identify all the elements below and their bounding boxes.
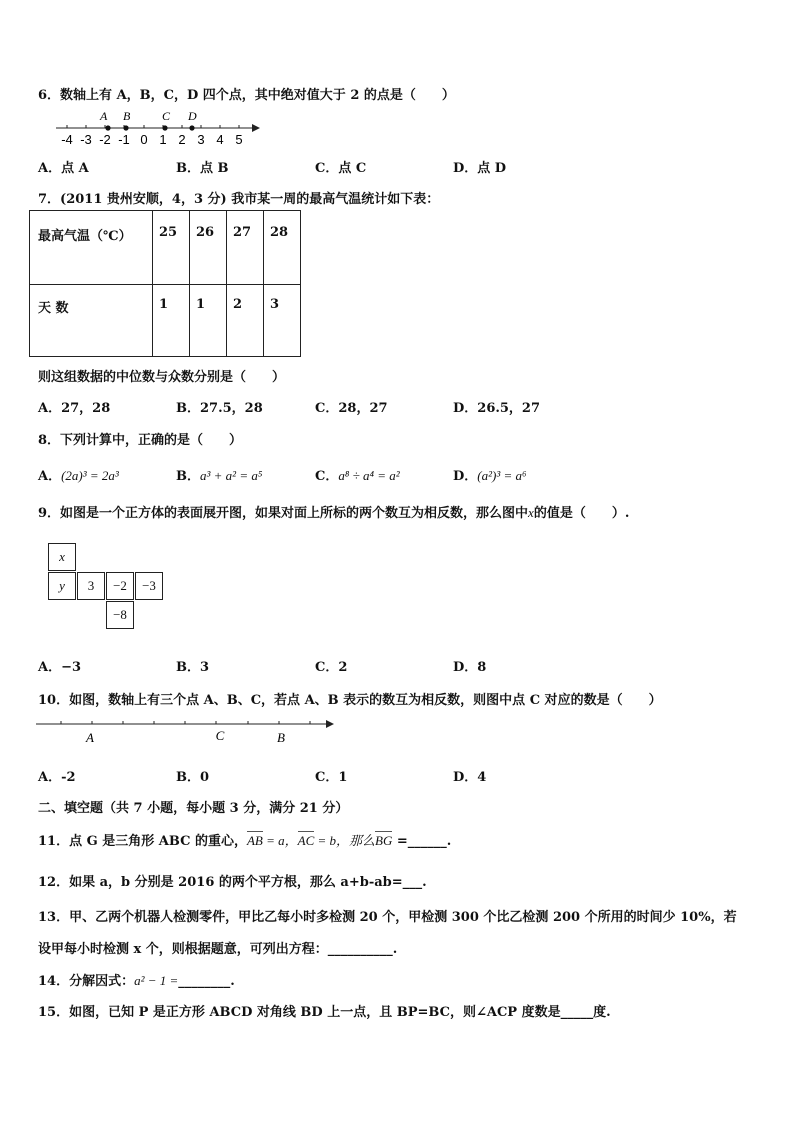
tick-label: 1	[159, 132, 167, 147]
q7-option-a: A．27，28	[38, 401, 111, 416]
q7-text: 7．(2011 贵州安顺，4，3 分) 我市某一周的最高气温统计如下表：	[38, 192, 440, 207]
cube-face: 3	[77, 572, 105, 600]
tick-label: -3	[80, 132, 92, 147]
q9-option-d: D．8	[453, 660, 487, 675]
option-letter: B．	[176, 469, 200, 484]
temperature-table	[29, 210, 301, 357]
option-letter: C．	[315, 469, 339, 484]
q13-line1: 13．甲、乙两个机器人检测零件，甲比乙每小时多检测 20 个，甲检测 300 个比乙检测 200 个所用的时间少 10%，若	[38, 910, 737, 925]
q6-option-b: B．点 B	[176, 161, 229, 176]
tick-label: 3	[197, 132, 205, 147]
table-cell: 2	[227, 285, 264, 357]
tick-label: -4	[61, 132, 73, 147]
q12-text: 12．如果 a，b 分别是 2016 的两个平方根，那么 a+b-ab=___.	[38, 875, 427, 890]
q8-option-a	[38, 465, 119, 484]
cube-face: −3	[135, 572, 163, 600]
table-row2-label: 天 数	[30, 285, 153, 357]
table-row1-label: 最高气温（℃）	[30, 211, 153, 285]
q8-option-c	[315, 465, 400, 484]
q8-option-b	[176, 465, 262, 484]
q10-option-d: D．4	[453, 770, 487, 785]
q9-option-a: A．−3	[38, 660, 82, 675]
table-cell: 3	[264, 285, 301, 357]
point-c-dot	[162, 125, 167, 130]
q14-expr: a² − 1 =	[134, 973, 179, 988]
q10-option-c: C．1	[315, 770, 348, 785]
tick-label: 2	[178, 132, 186, 147]
q11-eq1: = a，	[262, 833, 298, 848]
q7-question: 则这组数据的中位数与众数分别是（ ）	[38, 370, 286, 385]
q15-text: 15．如图，已知 P 是正方形 ABCD 对角线 BD 上一点，且 BP=BC，则∠ACP 度数是_____度.	[38, 1005, 611, 1020]
tick-label: -2	[99, 132, 111, 147]
point-a-label: A	[100, 109, 108, 123]
q6-option-d: D．点 D	[453, 161, 507, 176]
q14-text	[38, 970, 235, 989]
point-b-label: B	[277, 730, 285, 745]
q7-option-b: B．27.5，28	[176, 401, 263, 416]
q9-option-b: B．3	[176, 660, 210, 675]
q10-text: 10．如图，数轴上有三个点 A、B、C，若点 A、B 表示的数互为相反数，则图中点 C 对应的数是（ ）	[38, 693, 662, 708]
q11-suffix: =______.	[392, 834, 452, 849]
point-a-label: A	[86, 730, 94, 745]
q11-text	[38, 830, 451, 849]
tick-label: 4	[216, 132, 224, 147]
table-cell: 1	[190, 285, 227, 357]
point-d-label: D	[188, 109, 197, 123]
option-expr: a⁸ ÷ a⁴ = a²	[338, 468, 400, 483]
q8-option-d	[453, 465, 527, 484]
q9-option-c: C．2	[315, 660, 348, 675]
cube-face: −2	[106, 572, 134, 600]
option-expr: a³ + a² = a⁵	[200, 468, 263, 483]
option-letter: D．	[453, 469, 478, 484]
q6-option-a: A．点 A	[38, 161, 89, 176]
q10-option-b: B．0	[176, 770, 210, 785]
point-b-label: B	[123, 109, 131, 123]
tick-label: 0	[140, 132, 148, 147]
point-a-dot	[105, 125, 110, 130]
q6-option-c: C．点 C	[315, 161, 367, 176]
vector-ab: AB	[246, 833, 263, 848]
vector-bg: BG	[375, 833, 393, 848]
q14-prefix: 14．分解因式：	[38, 974, 135, 989]
q6-number-line	[52, 106, 262, 148]
tick-label: -1	[118, 132, 130, 147]
q9-var: x	[528, 505, 534, 520]
tick-label: 5	[235, 132, 243, 147]
q9-text-before: 9．如图是一个正方体的表面展开图，如果对面上所标的两个数互为相反数，那么图中	[38, 506, 529, 521]
q13-line2: 设甲每小时检测 x 个，则根据题意，可列出方程：__________.	[38, 942, 398, 957]
q6-text: 6．数轴上有 A，B，C，D 四个点，其中绝对值大于 2 的点是（ ）	[38, 88, 455, 103]
q11-prefix: 11．点 G 是三角形 ABC 的重心，	[38, 834, 247, 849]
point-c-label: C	[162, 109, 171, 123]
q9-text-after: 的值是（ ）.	[533, 506, 630, 521]
q14-suffix: ________.	[178, 974, 235, 989]
section-heading: 二、填空题（共 7 小题，每小题 3 分，满分 21 分）	[38, 801, 349, 816]
table-cell: 28	[264, 211, 301, 285]
q7-option-c: C．28，27	[315, 401, 388, 416]
vector-ac: AC	[297, 833, 315, 848]
q10-number-line	[36, 714, 336, 748]
cube-face: −8	[106, 601, 134, 629]
point-d-dot	[189, 125, 194, 130]
q8-text: 8．下列计算中，正确的是（ ）	[38, 433, 243, 448]
q11-eq2: = b，那么	[314, 833, 376, 848]
point-c-label: C	[215, 728, 225, 743]
table-cell: 27	[227, 211, 264, 285]
q9-text	[38, 502, 629, 521]
option-letter: A．	[38, 469, 62, 484]
table-cell: 1	[153, 285, 190, 357]
cube-face-y: y	[48, 572, 76, 600]
cube-face-x: x	[48, 543, 76, 571]
q7-option-d: D．26.5，27	[453, 401, 541, 416]
option-expr: (2a)³ = 2a³	[61, 468, 119, 483]
q10-option-a: A．-2	[38, 770, 76, 785]
point-b-dot	[123, 125, 128, 130]
option-expr: (a²)³ = a⁶	[477, 468, 527, 483]
table-cell: 25	[153, 211, 190, 285]
table-cell: 26	[190, 211, 227, 285]
